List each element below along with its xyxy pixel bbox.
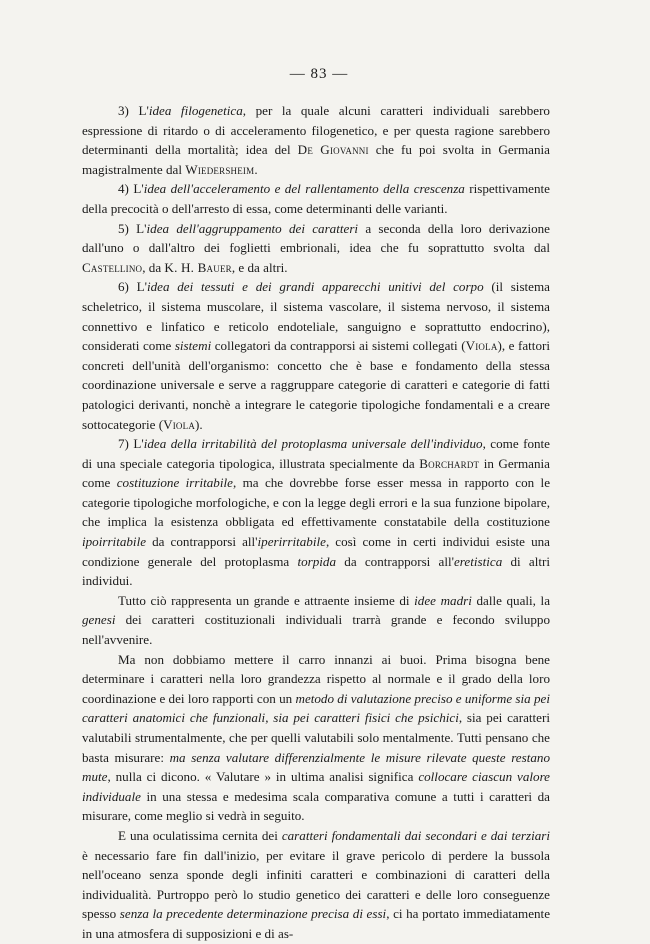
text-run: 7) L' [118,436,144,452]
body-text [82,101,550,944]
text-run: ). [195,416,203,432]
paragraph [82,101,550,179]
italic-run: ma senza valutare differenzialmente le misure rilevate queste restano mute [82,749,550,785]
text-run: in Germania come [82,455,550,491]
text-run: , e da altri. [231,259,288,275]
text-run: di altri individui. [82,553,550,589]
italic-run: idea dell'aggruppamento dei caratteri [146,220,359,236]
text-run: Tutto ciò rappresenta un grande e attraente insieme di [118,592,415,608]
paragraph [82,650,550,826]
italic-run: collocare ciascun valore individuale [82,769,550,804]
page-number: — 83 — [289,66,349,82]
text-run: , da [142,259,165,275]
author-name: Borchardt [419,455,480,471]
italic-run: idea della irritabilità del protoplasma universale dell'individuo [143,436,483,452]
text-run: collegatori da contrapporsi ai sistemi collegati ( [211,338,466,354]
text-run: dei caratteri costituzionali individuali trarrà grande e fecondo sviluppo nell'avvenire. [82,612,550,648]
text-run: in una stessa e medesima scala comparativa comune a tutti i caratteri da misurare, come meglio si vedrà in seguito. [82,788,550,824]
italic-run: idea dell'acceleramento e del rallentamento della crescenza [143,181,465,197]
text-run: da contrapporsi all' [336,553,454,569]
text-run: dalle quali, la [471,592,551,608]
text-run: a seconda della loro derivazione dall'uno o dall'altro dei foglietti embrionali, idea che fu soprattutto svolta dal [82,220,550,256]
paragraph [82,434,550,591]
italic-run: idee madri [414,592,472,608]
text-run: è necessario fare fin dall'inizio, per evitare il grave pericolo di perdere la bussola nell'oceano senza sponde degli infiniti caratteri e combinazioni di caratteri della individualità. Purtroppo però lo studio genetico dei caratteri e delle loro conseguenze spesso [82,847,550,922]
text-run: E una oculatissima cernita dei [118,827,282,843]
text-run: rispettivamente della precocità o dell'arresto di essa, come determinanti delle varianti. [82,181,550,216]
text-run: , come fonte di una speciale categoria tipologica, illustrata specialmente da [82,436,550,471]
text-run: (il sistema scheletrico, il sistema muscolare, il sistema vascolare, il sistema nervoso, il sistema connettivo e linfatico e reticolo endoteliale, sanguigno e soprattutto endocrino), considerati come [82,279,550,354]
author-name: K. H. Bauer [164,259,232,275]
author-name: De Giovanni [297,142,369,158]
text-run: , nulla ci dicono. « Valutare » in ultima analisi significa [107,769,419,785]
paragraph [82,219,550,278]
author-name: Viola [465,338,498,354]
italic-run: sistemi [174,338,212,354]
italic-run: senza la precedente determinazione precisa di essi [119,906,387,922]
text-run: , ci ha portato immediatamente in una atmosfera di supposizioni e di as- [82,906,551,941]
text-run: , sia pei caratteri valutabili strumentalmente, che per quelli valutabili solo mentalmente. Tutti pensano che basta misurare: [82,710,550,765]
text-run: che fu poi svolta in Germania magistralmente dal [82,142,550,177]
text-run: , così come in certi individui esiste una condizione generale del protoplasma [82,534,550,569]
paragraph [82,826,550,944]
italic-run: torpida [297,553,337,569]
italic-run: iperirritabile [257,534,326,550]
author-name: Viola [163,416,196,432]
italic-run: idea filogenetica [148,103,243,118]
italic-run: eretistica [454,553,503,569]
italic-run: caratteri fondamentali dai secondari e dai terziari [281,827,550,843]
text-run: , per la quale alcuni caratteri individuali sarebbero espressione di ritardo o di acceleramento filogenetico, e per questa ragione sarebbero determinanti della mortalità; idea del [82,103,550,158]
author-name: Wiedersheim [185,161,255,177]
text-run: da contrapporsi all' [146,534,258,550]
italic-run: ipoirritabile [82,534,147,550]
italic-run: genesi [82,612,116,628]
paragraph [82,277,550,434]
text-run: 3) L' [118,103,149,118]
paragraph [82,179,550,218]
text-run: , ma che dovrebbe forse esser messa in rapporto con le categorie tipologiche morfologiche, e con la legge degli errori e la sua funzione bipolare, che implica la esistenza obbligata ed effettivamente constatabile della costituzione [82,475,551,530]
text-run: . [254,161,258,177]
text-run: 4) L' [118,181,144,197]
text-run: Ma non dobbiamo mettere il carro innanzi ai buoi. Prima bisogna bene determinare i caratteri nella loro grandezza rispetto al normale e il grado della loro coordinazione e dei loro rapporti con un [82,651,550,706]
author-name: Castellino [82,259,143,275]
italic-run: metodo di valutazione preciso e uniforme sia pei caratteri anatomici che funzionali, sia pei caratteri fisici che psichici [82,690,550,726]
italic-run: costituzione irritabile [116,475,233,491]
text-run: 6) L' [118,279,147,295]
paragraph [82,591,550,650]
text-run: ), e fattori concreti dell'unità dell'organismo: concetto che è base e fondamento della stessa coordinazione universale e serve a raggruppare categorie di caratteri e categorie di fatti patologici derivanti, nonchè a integrare le categorie tipologiche fondamentali e a creare sottocategorie ( [82,338,550,432]
text-run: 5) L' [118,220,147,236]
italic-run: idea dei tessuti e dei grandi apparecchi unitivi del corpo [147,279,484,295]
